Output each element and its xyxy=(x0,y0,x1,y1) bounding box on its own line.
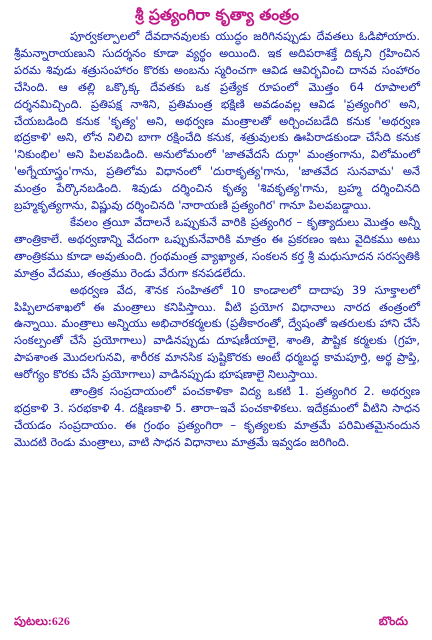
paragraph-4: తాంత్రిక సంప్రదాయంలో పంచకాళికా విద్య ఒకటి 1. ప్రత్యంగిర 2. అథర్వణ భద్రకాళి 3. సరభకాళి 4. దక్షిణకాళి 5. తారా–ఇవే పంచకాళికలు. ఇదేక్రమంలో వీటిని సాధన చేయడం సంప్రదాయం. ఈ గ్రంథం ప్రత్యంగిరా – కృత్యలకు మాత్రమే పరిమితమైనందున మొదటి రెండు మంత్రాలు, వాటి సాధన విధానాలు మాత్రమే ఇవ్వడం జరిగింది. xyxy=(14,384,420,449)
paragraph-2: కేవలం త్రయీ వేదాలనే ఒప్పుకునే వారికి ప్రత్యంగిర – కృత్యాదులు మొత్తం అన్నీ తాంత్రికాలే. అథర్వణాన్ని వేదంగా ఒప్పుకునేవారికి మాత్రం ఈ ప్రకరణం ఇటు వైదికము అటు తాంత్రికము కూడా అవుతుంది. గ్రంథమంత్ర వ్యాఖ్యాత, సంకలన కర్త శ్రీ మధుసూదన సరస్వతికి మాత్రం వేదము, తంత్రము రెండు వేరుగా కనపడలేదు. xyxy=(14,214,420,280)
paragraph-3: అథర్వణ వేద, శౌనక సంహితలో 10 కాండాలలో దాదాపు 39 సూక్తాలలో పిప్పిలాదశాఖలో ఈ మంత్రాలు కనిపిస్తాయి. వీటి ప్రయోగ విధానాలు నారద తంత్రంలో ఉన్నాయి. మంత్రాలు అన్నియు అభిచారకర్మలకు (ప్రతీకారంతో, ద్వేషంతో ఇతరులకు హాని చేసే సంకల్పంతో చేసే ప్రయోగాలు) వాడినప్పుడు దూషణీయాలై, శాంతి, పౌష్టిక కర్మలకు (గ్రహ, పాపశాంత మొదలగునవి, శారీరక మానసిక పుష్టికొరకు అంటే ధర్మబద్ధ కామపూర్తి, అర్థ ప్రాప్తి, ఆరోగ్యం కొరకు చేసే ప్రయోగాలు) వాడినప్పుడు భూషణాలై నిలుస్తాయి. xyxy=(14,282,420,382)
paragraph-1: పూర్వకల్పాలలో దేవదానవులకు యుద్ధం జరిగినప్పుడు దేవతలు ఓడిపోయారు. శ్రీమన్నారాయణుని సుదర్శనం కూడా వ్యర్థం అయింది. ఇక అదిపరాశక్తే దిక్కని గ్రహించిన పరమ శివుడు శత్రుసంహారం కొరకు అంబను స్మరించగా ఆవిడ ఆవిర్భవించి దానవ సంహారం చేసింది. ఆ తల్లి ఒక్కొక్క దేవతకు ఒక ప్రత్యేక రూపంలో మొత్తం 64 రూపాలలో దర్శనమిచ్చింది. ప్రతిపక్ష నాశిని, ప్రతిమంత్ర భక్షిణి అవడంవల్ల ఆవిడ 'ప్రత్యంగిర' అని, చేయబడింది కనుక 'కృత్య' అని, అథర్వణ మంత్రాలతో అర్చించబడేది కనుక 'అథర్వణ భద్రకాళి' అని, లోన నిలిచి బాగా రక్షించేది కనుక, శత్రువులకు ఊపిరాడకుండా చేసేది కనుక 'నికుంభిల' అని పిలవబడింది. అనులోమంలో 'జాతవేదసే దుర్గా' మంత్రంగాను, విలోమంలో 'అగ్నేయాస్త్రం'గాను, ప్రతిలోమ విధానంలో 'దురాకృత్య'గాను, 'జాతవేద సునవామ' అనే మంత్రం పేర్కొనబడింది. శివుడు దర్శించిన కృత్య 'శివకృత్య'గాను, బ్రహ్మ దర్శించినది బ్రహ్మకృత్యగాను, విష్ణువు దర్శించినది 'నారాయణి ప్రత్యంగిర' గానూ పిలవబడ్డాయి. xyxy=(14,29,420,213)
page-footer xyxy=(14,614,408,631)
page-count-label: పుటలు:626 xyxy=(14,614,70,628)
footer-right-label: బొందు xyxy=(378,614,408,628)
page-title: శ్రీ ప్రత్యంగిరా కృత్యా తంత్రం xyxy=(134,6,300,24)
